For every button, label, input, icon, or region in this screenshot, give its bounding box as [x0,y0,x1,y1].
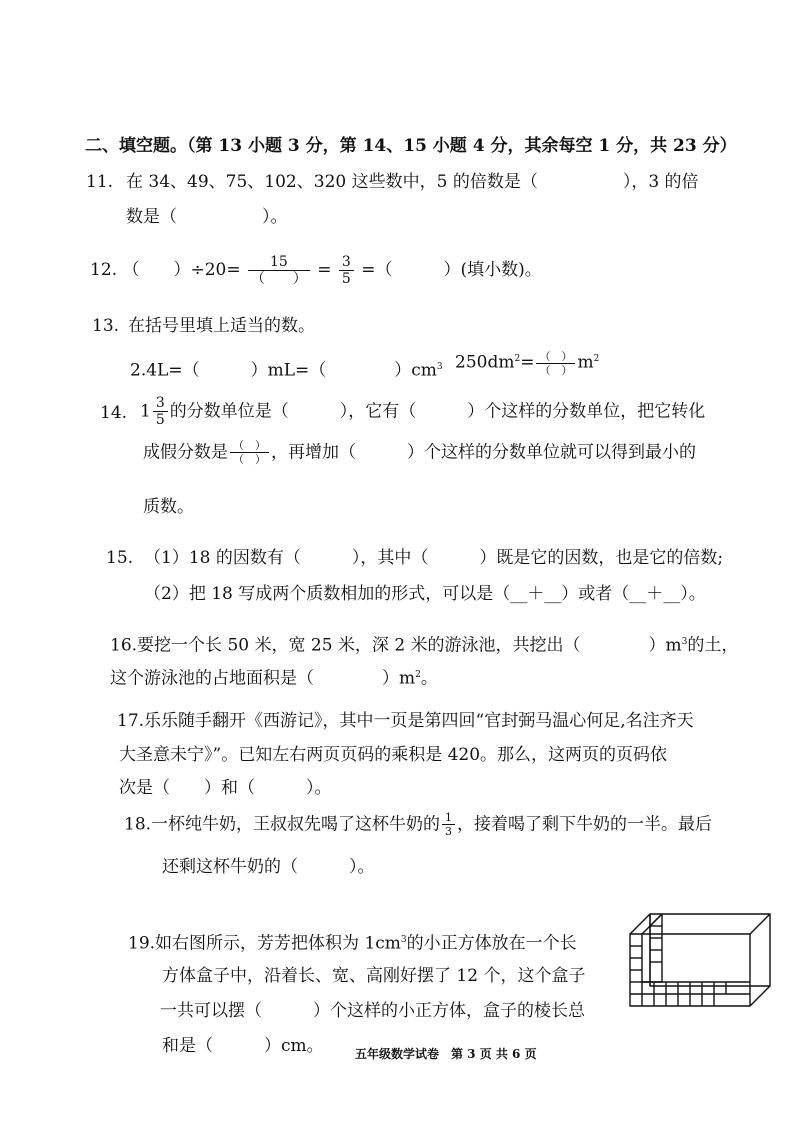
q13-sup2: 2 [514,354,521,364]
q18-line1b: ，接着喝了剩下牛奶的一半。最后 [457,814,713,835]
q13-part2: 250dm [455,352,515,373]
q12-block [90,255,542,286]
q19-line1-block [128,930,577,954]
q19-line3: 一共可以摆（ ）个这样的小正方体，盒子的棱长总 [160,1001,585,1021]
q12-fraction-2-numerator: 3 [339,255,354,271]
q16-line2a: 这个游泳池的占地面积是（ ）m [110,668,416,689]
q15-line1: （1）18 的因数有（ ），其中（ ）既是它的因数，也是它的倍数; [144,548,724,568]
q16-sup2: 2 [415,670,421,680]
q19-number: 19. [128,933,156,954]
q12-number: 12. [90,260,118,280]
q14-improper-denominator: （ ） [233,453,266,466]
q18-line1-block [124,812,712,837]
q14-line1: 的分数单位是（ ），它有（ ）个这样的分数单位，把它转化 [169,401,706,422]
q13-number: 13. [92,316,120,336]
q13-fraction-numerator: （ ） [536,351,575,364]
q17-line1-block [117,711,694,731]
q18-fraction-numerator: 1 [442,812,455,825]
q11-number: 11. [86,172,114,192]
q13-part1: 2.4L=（ ）mL=（ ）cm [130,360,437,381]
q12-fraction-2-denominator: 5 [341,271,351,287]
q18-line1a: 一杯纯牛奶，王叔叔先喝了这杯牛奶的 [151,814,441,835]
q14-line2-block [143,440,696,465]
q19-line2: 方体盒子中，沿着长、宽、高刚好摆了 12 个，这个盒子 [162,966,586,986]
section-title: 二、填空题。（第 13 小题 3 分，第 14、15 小题 4 分，其余每空 1 分，共 23 分） [85,136,737,156]
q16-number: 16. [110,635,138,656]
q14-number: 14. [100,403,128,423]
q14-mixed-denominator: 5 [155,412,165,428]
q12-fraction-1 [248,255,310,286]
page-footer: 五年级数学试卷 第 3 页 共 6 页 [355,1047,537,1061]
q13-fraction-denominator: （ ） [539,363,573,377]
q16-line1b: 的土， [687,635,739,656]
q18-line2: 还剩这杯牛奶的（ ）。 [162,857,375,877]
q14-line2a: 成假分数是 [143,442,228,463]
q12-part1: （ ）÷20= [122,260,241,280]
q13-prompt: 在括号里填上适当的数。 [128,316,315,336]
q12-fraction-1-numerator: 15 [248,255,310,271]
q11-line2: 数是（ ）。 [126,207,288,227]
q19-line1b: 的小正方体放在一个长 [406,933,577,954]
q14-line3: 质数。 [143,497,194,517]
q13-sup1: 3 [436,362,443,372]
q13-unit: m [577,352,594,373]
q13-sup3: 2 [593,354,600,364]
q18-number: 18. [124,814,152,835]
q14-mixed-fraction [153,396,168,427]
q17-number: 17. [117,711,145,731]
q13-fraction [536,351,575,376]
q12-fraction-1-denominator: （ ） [250,271,307,287]
q16-line1-block [110,632,738,656]
q11-line1: 在 34、49、75、102、320 这些数中，5 的倍数是（ ），3 的倍 [126,172,699,192]
q15-line2: （2）把 18 写成两个质数相加的形式，可以是（__＋__）或者（__＋__）。 [144,584,706,604]
q14-improper-fraction [230,440,269,465]
q19-line1a: 如右图所示，芳芳把体积为 1cm [155,933,401,954]
q19-sup1: 3 [400,935,407,945]
q14-improper-numerator: （ ） [230,440,269,453]
q17-line1: 乐乐随手翻开《西游记》，其中一页是第四回“官封弼马温心何足,名注齐天 [144,711,694,731]
q13-conversion-2 [455,349,599,376]
q13-conversion-1 [130,357,443,381]
q13-equals: = [520,352,535,373]
q14-mixed-numerator: 3 [153,396,168,412]
q12-fraction-2 [339,255,354,286]
q18-fraction [442,812,455,837]
q12-part2: =（ ）(填小数)。 [361,260,542,280]
q19-line4: 和是（ ）cm。 [162,1036,324,1056]
q16-line2b: 。 [420,668,438,689]
q14-mixed-whole: 1 [140,401,151,422]
box-with-cubes-figure [626,910,778,1016]
q18-fraction-denominator: 3 [445,825,453,838]
q14-line1-block [140,396,705,427]
q17-line3: 次是（ ）和（ ）。 [119,778,332,798]
q16-line2-block [110,665,438,689]
q14-line2b: ，再增加（ ）个这样的分数单位就可以得到最小的 [271,442,696,463]
q16-sup1: 3 [681,637,688,647]
q16-line1a: 要挖一个长 50 米，宽 25 米，深 2 米的游泳池，共挖出（ ）m [137,635,682,656]
q15-number: 15. [106,548,134,568]
q17-line2: 大圣意未宁》”。已知左右两页页码的乘积是 420。那么，这两页的页码依 [119,745,668,765]
q12-equals: = [317,260,332,280]
